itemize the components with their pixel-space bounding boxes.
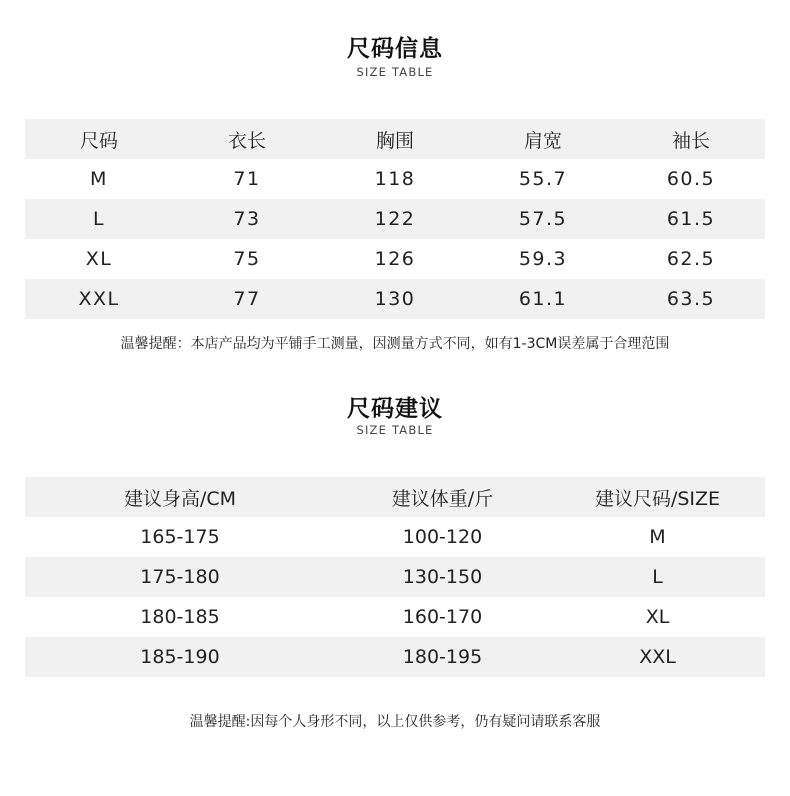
header-cell: 肩宽: [523, 129, 562, 152]
header-cell: 袖长: [671, 129, 710, 152]
table-cell: 63.5: [666, 288, 716, 310]
table-cell: 160-170: [402, 606, 483, 628]
size-advice-title: 尺码建议: [347, 396, 443, 422]
table-cell: XL: [85, 248, 113, 270]
table-cell: 180-185: [140, 606, 220, 628]
table-cell: 122: [374, 208, 416, 230]
header-cell: 胸围: [375, 129, 414, 152]
table-cell: XL: [645, 606, 670, 628]
table-cell: M: [649, 526, 666, 548]
table-row: [25, 517, 765, 557]
table-cell: 59.3: [518, 248, 568, 270]
table-cell: 61.1: [518, 288, 568, 310]
table-cell: 73: [233, 208, 261, 230]
header-cell: 建议体重/斤: [391, 487, 494, 510]
size-info-subtitle: SIZE TABLE: [356, 65, 434, 79]
size-advice-table: [25, 477, 765, 677]
table-cell: 165-175: [140, 526, 220, 548]
header-cell: 建议尺码/SIZE: [594, 487, 721, 510]
table-cell: 55.7: [518, 168, 568, 190]
header-cell: 建议身高/CM: [123, 487, 237, 510]
table-cell: 71: [233, 168, 261, 190]
table-cell: 60.5: [666, 168, 716, 190]
table-cell: XXL: [639, 646, 676, 668]
table-row: [25, 199, 765, 239]
size-advice-subtitle: SIZE TABLE: [356, 423, 434, 437]
table-cell: 130: [374, 288, 416, 310]
table-cell: 130-150: [402, 566, 483, 588]
table-cell: 77: [233, 288, 261, 310]
table-cell: 185-190: [140, 646, 220, 668]
table-cell: 126: [374, 248, 416, 270]
table-row: [25, 239, 765, 279]
table-row: [25, 597, 765, 637]
table-cell: 61.5: [666, 208, 716, 230]
table-cell: 118: [374, 168, 416, 190]
table-row: [25, 279, 765, 319]
size-info-title: 尺码信息: [347, 36, 443, 62]
size-advice-note: 温馨提醒:因每个人身形不同，以上仅供参考，仍有疑问请联系客服: [189, 714, 601, 730]
size-info-table: [25, 119, 765, 319]
table-cell: 180-195: [402, 646, 483, 668]
size-info-note: 温馨提醒：本店产品均为平铺手工测量，因测量方式不同，如有1-3CM误差属于合理范围: [120, 336, 670, 352]
table-row: [25, 557, 765, 597]
table-row: [25, 159, 765, 199]
table-cell: M: [90, 168, 108, 190]
header-cell: 衣长: [227, 129, 266, 152]
table-header-row: [25, 119, 765, 159]
header-cell: 尺码: [79, 129, 118, 152]
table-cell: L: [652, 566, 663, 588]
table-cell: 100-120: [402, 526, 483, 548]
table-cell: 57.5: [518, 208, 568, 230]
table-cell: L: [92, 208, 106, 230]
table-cell: 75: [233, 248, 261, 270]
table-cell: 175-180: [140, 566, 220, 588]
table-row: [25, 637, 765, 677]
table-header-row: [25, 477, 765, 517]
table-cell: 62.5: [666, 248, 716, 270]
table-cell: XXL: [78, 288, 120, 310]
